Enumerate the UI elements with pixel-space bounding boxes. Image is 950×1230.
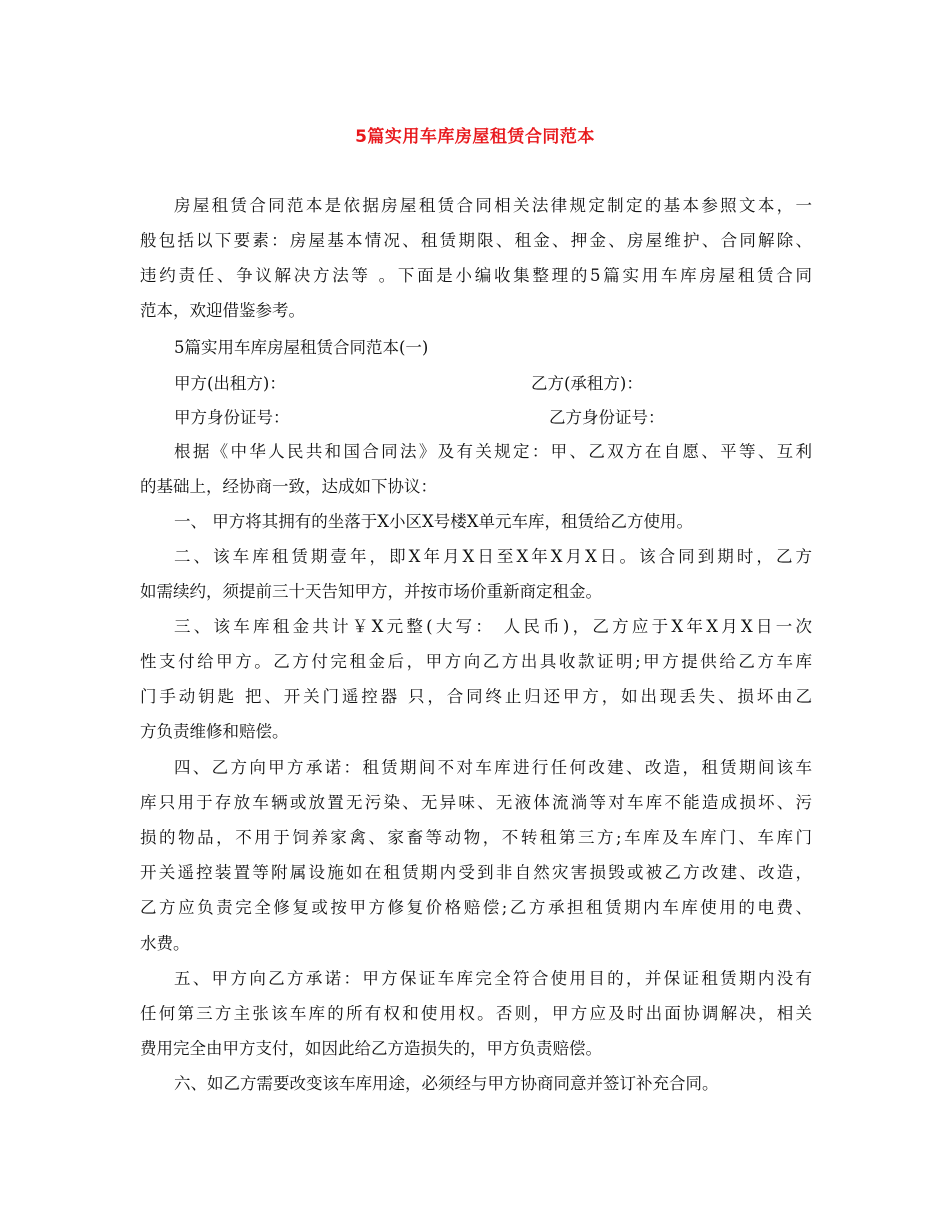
clause-4-line: 开关遥控装置等附属设施如在租赁期内受到非自然灾害损毁或被乙方改建、改造， bbox=[140, 863, 812, 882]
clause-3-line: 门手动钥匙 把、开关门遥控器 只，合同终止归还甲方，如出现丢失、损坏由乙 bbox=[140, 687, 812, 706]
clause-4-line: 水费。 bbox=[140, 934, 190, 953]
clause-5-line: 费用完全由甲方支付，如因此给乙方造损失的，甲方负责赔偿。 bbox=[140, 1039, 602, 1058]
party-b-label: 乙方(承租方)： bbox=[531, 374, 643, 393]
intro-line: 范本，欢迎借鉴参考。 bbox=[140, 301, 305, 320]
party-b-id-label: 乙方身份证号： bbox=[549, 408, 665, 427]
clause-3-line: 三、该车库租金共计￥X元整(大写： 人民币)，乙方应于X年X月X日一次 bbox=[174, 617, 812, 636]
intro-line: 违约责任、争议解决方法等 。下面是小编收集整理的5篇实用车库房屋租赁合同 bbox=[140, 266, 812, 285]
intro-line: 房屋租赁合同范本是依据房屋租赁合同相关法律规定制定的基本参照文本，一 bbox=[174, 196, 812, 215]
clause-5-line: 任何第三方主张该车库的所有权和使用权。否则，甲方应及时出面协调解决，相关 bbox=[140, 1004, 812, 1023]
clause-3-line: 性支付给甲方。乙方付完租金后，甲方向乙方出具收款证明;甲方提供给乙方车库 bbox=[140, 652, 812, 671]
clause-3-line: 方负责维修和赔偿。 bbox=[140, 722, 289, 741]
clause-4-line: 损的物品，不用于饲养家禽、家畜等动物，不转租第三方;车库及车库门、车库门 bbox=[140, 828, 812, 847]
section-heading: 5篇实用车库房屋租赁合同范本(一) bbox=[174, 338, 429, 357]
intro-line: 般包括以下要素：房屋基本情况、租赁期限、租金、押金、房屋维护、合同解除、 bbox=[140, 231, 812, 250]
preamble-line: 根据《中华人民共和国合同法》及有关规定：甲、乙双方在自愿、平等、互利 bbox=[174, 442, 812, 461]
clause-2-line: 二、该车库租赁期壹年，即X年月X日至X年X月X日。该合同到期时，乙方 bbox=[174, 547, 812, 566]
clause-1-line: 一、 甲方将其拥有的坐落于X小区X号楼X单元车库，租赁给乙方使用。 bbox=[174, 512, 693, 531]
clause-4-line: 库只用于存放车辆或放置无污染、无异味、无液体流淌等对车库不能造成损坏、污 bbox=[140, 793, 812, 812]
clause-5-line: 五、甲方向乙方承诺：甲方保证车库完全符合使用目的，并保证租赁期内没有 bbox=[174, 969, 812, 988]
clause-2-line: 如需续约，须提前三十天告知甲方，并按市场价重新商定租金。 bbox=[140, 582, 602, 601]
clause-4-line: 乙方应负责完全修复或按甲方修复价格赔偿;乙方承担租赁期内车库使用的电费、 bbox=[140, 898, 812, 917]
preamble-line: 的基础上，经协商一致，达成如下协议： bbox=[140, 477, 437, 496]
clause-4-line: 四、乙方向甲方承诺：租赁期间不对车库进行任何改建、改造，租赁期间该车 bbox=[174, 758, 812, 777]
document-title: 5篇实用车库房屋租赁合同范本 bbox=[355, 127, 595, 147]
party-a-label: 甲方(出租方)： bbox=[174, 374, 286, 393]
clause-6-line: 六、如乙方需要改变该车库用途，必须经与甲方协商同意并签订补充合同。 bbox=[174, 1074, 719, 1093]
party-a-id-label: 甲方身份证号： bbox=[174, 408, 290, 427]
